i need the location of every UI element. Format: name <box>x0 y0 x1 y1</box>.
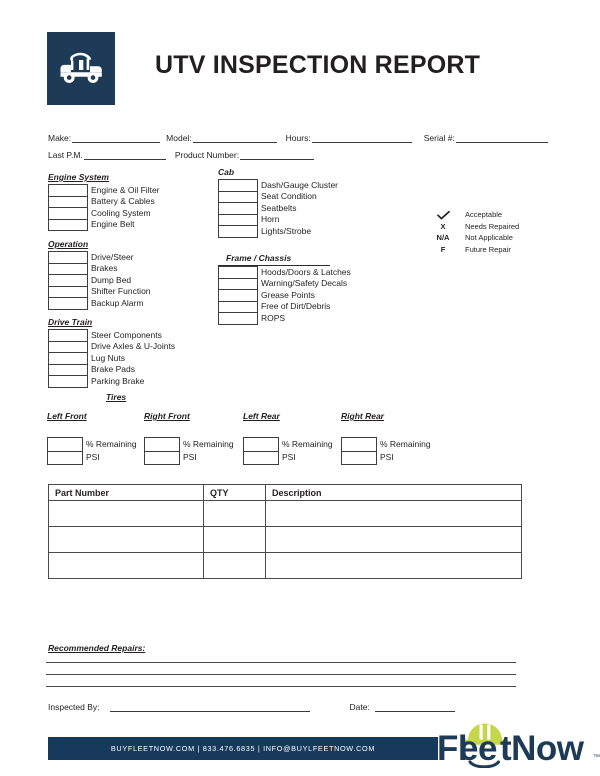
tire-rr-psi-input[interactable] <box>342 451 377 465</box>
checkbox-dash-gauge-cluster[interactable] <box>219 180 258 192</box>
checklist-label: Lug Nuts <box>91 352 126 363</box>
header-fields-row-2 <box>48 150 314 160</box>
model-label: Model: <box>166 133 192 143</box>
tire-table <box>47 437 139 465</box>
inspected-by-input[interactable] <box>110 702 310 712</box>
utv-logo-box <box>47 32 115 105</box>
f-symbol: F <box>440 244 446 254</box>
checklist-label: Seat Condition <box>261 191 317 202</box>
frame-chassis-checklist <box>218 266 352 325</box>
tire-row <box>342 438 433 452</box>
checkbox-steer-components[interactable] <box>49 330 88 342</box>
cell-description[interactable] <box>266 527 522 553</box>
checkbox-hoods-doors-latches[interactable] <box>219 267 258 279</box>
tire-table <box>144 437 236 465</box>
cell-part-number[interactable] <box>49 501 204 527</box>
legend-label: Future Repair <box>465 244 511 254</box>
checklist-row <box>49 298 152 310</box>
model-input[interactable] <box>193 133 277 143</box>
tire-rr-percent-input[interactable] <box>342 438 377 452</box>
column-header-part-number: Part Number <box>49 485 204 501</box>
tire-rf-percent-input[interactable] <box>145 438 180 452</box>
checklist-label: Dump Bed <box>91 274 132 285</box>
checklist-label: Hoods/Doors & Latches <box>261 266 351 277</box>
na-symbol: N/A <box>436 233 450 243</box>
utv-vehicle-icon <box>57 52 105 86</box>
checklist-row <box>219 180 339 192</box>
checkbox-warning-safety-decals[interactable] <box>219 278 258 290</box>
tire-lf-percent-input[interactable] <box>48 438 83 452</box>
frame-chassis-title: Frame / Chassis <box>226 253 292 263</box>
fleetnow-logo <box>437 718 600 768</box>
hours-label: Hours: <box>285 133 311 143</box>
checklist-label: Backup Alarm <box>91 297 144 308</box>
tire-row-label: % Remaining <box>86 438 137 449</box>
trademark-symbol: ™ <box>593 754 600 761</box>
make-input[interactable] <box>72 133 160 143</box>
tire-group-right-front <box>144 411 236 465</box>
section-engine-system <box>48 172 161 231</box>
cell-part-number[interactable] <box>49 553 204 579</box>
checkbox-dump-bed[interactable] <box>49 275 88 287</box>
tire-row <box>244 451 335 465</box>
legend-label: Acceptable <box>465 210 503 220</box>
tire-row-label: PSI <box>380 452 394 462</box>
checkbox-parking-brake[interactable] <box>49 376 88 388</box>
tire-row <box>145 451 236 465</box>
tire-rf-psi-input[interactable] <box>145 451 180 465</box>
recommended-repairs-title: Recommended Repairs: <box>48 643 146 653</box>
make-label: Make: <box>48 133 72 143</box>
checkbox-seatbelts[interactable] <box>219 203 258 215</box>
checklist-label: Steer Components <box>91 329 162 340</box>
last-pm-input[interactable] <box>84 150 166 160</box>
checklist-row <box>49 185 161 197</box>
checkbox-brakes[interactable] <box>49 263 88 275</box>
checkbox-shifter-function[interactable] <box>49 286 88 298</box>
checklist-label: Dash/Gauge Cluster <box>261 179 339 190</box>
checklist-label: Shifter Function <box>91 286 151 297</box>
checklist-label: Battery & Cables <box>91 196 155 207</box>
tire-row-label: PSI <box>183 452 197 462</box>
checklist-row <box>219 226 339 238</box>
checkbox-rops[interactable] <box>219 313 258 325</box>
checklist-label: Seatbelts <box>261 202 297 213</box>
date-label: Date: <box>349 702 370 712</box>
tire-row-label: % Remaining <box>183 438 234 449</box>
legend-row-future-repair <box>430 244 519 256</box>
checkbox-brake-pads[interactable] <box>49 364 88 376</box>
checklist-row <box>49 219 161 231</box>
cell-part-number[interactable] <box>49 527 204 553</box>
recommended-repairs-line-1[interactable] <box>46 662 516 663</box>
legend-row-needs-repaired <box>430 221 519 233</box>
checkmark-icon <box>430 210 456 220</box>
product-number-label: Product Number: <box>174 150 240 160</box>
checklist-row <box>219 278 352 290</box>
table-row <box>49 553 522 579</box>
checklist-label: Engine Belt <box>91 219 135 230</box>
checklist-row <box>219 214 339 226</box>
tire-group-left-rear <box>243 411 335 465</box>
svg-text:tNow: tNow <box>500 729 584 768</box>
legend-label: Needs Repaired <box>465 221 520 231</box>
tire-group-heading: Right Front <box>144 411 190 421</box>
checklist-row <box>49 286 152 298</box>
tire-lr-percent-input[interactable] <box>244 438 279 452</box>
signature-row <box>48 702 508 712</box>
checklist-label: Free of Dirt/Debris <box>261 301 331 312</box>
last-pm-label: Last P.M. <box>48 150 83 160</box>
checklist-row <box>219 290 352 302</box>
svg-text:Fl: Fl <box>437 729 468 768</box>
checklist-row <box>49 263 152 275</box>
checkbox-seat-condition[interactable] <box>219 191 258 203</box>
checkbox-drive-steer[interactable] <box>49 252 88 264</box>
checklist-label: Warning/Safety Decals <box>261 278 348 289</box>
serial-input[interactable] <box>456 133 548 143</box>
page-title: UTV INSPECTION REPORT <box>155 51 481 79</box>
checklist-label: ROPS <box>261 312 286 323</box>
section-drive-train <box>48 317 176 388</box>
checklist-row <box>49 208 161 220</box>
checkbox-engine-belt[interactable] <box>49 219 88 231</box>
legend-label: Not Applicable <box>465 233 513 243</box>
tire-lr-psi-input[interactable] <box>244 451 279 465</box>
checklist-row <box>49 376 176 388</box>
footer-contact-text: BUYFLEETNOW.COM | 833.476.6835 | INFO@BUYLFEETNOW.COM <box>110 744 376 753</box>
checkbox-free-of-dirt-debris[interactable] <box>219 301 258 313</box>
checklist-label: Horn <box>261 214 280 225</box>
cell-qty[interactable] <box>204 501 266 527</box>
checklist-label: Cooling System <box>91 207 151 218</box>
tire-group-heading: Left Rear <box>243 411 280 421</box>
drive-train-checklist <box>48 329 176 388</box>
checklist-row <box>49 252 152 264</box>
operation-checklist <box>48 251 152 310</box>
checklist-label: Drive/Steer <box>91 251 134 262</box>
checkbox-cooling-system[interactable] <box>49 208 88 220</box>
cell-description[interactable] <box>266 501 522 527</box>
checkbox-horn[interactable] <box>219 214 258 226</box>
checklist-label: Parking Brake <box>91 375 145 386</box>
tire-row <box>342 451 433 465</box>
parts-table <box>48 484 522 579</box>
engine-system-checklist <box>48 184 161 231</box>
tire-row-label: % Remaining <box>380 438 431 449</box>
tire-row-label: PSI <box>86 452 100 462</box>
tire-table <box>243 437 335 465</box>
tire-row <box>244 438 335 452</box>
tire-row <box>48 451 139 465</box>
section-frame-chassis <box>218 253 352 325</box>
checklist-label: Grease Points <box>261 289 315 300</box>
parts-table-header-row <box>49 485 522 501</box>
checkbox-drive-axles-u-joints[interactable] <box>49 341 88 353</box>
checkbox-lug-nuts[interactable] <box>49 353 88 365</box>
tire-row <box>48 438 139 452</box>
tires-section-title: Tires <box>106 392 127 402</box>
checklist-row <box>49 275 152 287</box>
operation-title: Operation <box>48 239 89 249</box>
cell-qty[interactable] <box>204 527 266 553</box>
checklist-row <box>49 341 176 353</box>
section-cab <box>218 167 339 238</box>
checklist-row <box>219 267 352 279</box>
section-operation <box>48 239 152 310</box>
checklist-label: Drive Axles & U-Joints <box>91 341 176 352</box>
table-row <box>49 501 522 527</box>
checkbox-grease-points[interactable] <box>219 290 258 302</box>
column-header-qty: QTY <box>204 485 266 501</box>
header-fields-row-1 <box>48 133 548 143</box>
product-number-input[interactable] <box>240 150 314 160</box>
inspected-by-label: Inspected By: <box>48 702 100 712</box>
checklist-label: Engine & Oil Filter <box>91 184 160 195</box>
checklist-row <box>219 191 339 203</box>
serial-label: Serial #: <box>423 133 455 143</box>
column-header-description: Description <box>266 485 522 501</box>
checkbox-engine-oil-filter[interactable] <box>49 185 88 197</box>
checklist-row <box>219 301 352 313</box>
engine-system-title: Engine System <box>48 172 109 182</box>
legend-row-acceptable <box>430 209 519 221</box>
legend-row-not-applicable <box>430 232 519 244</box>
checklist-row <box>49 196 161 208</box>
cell-description[interactable] <box>266 553 522 579</box>
checklist-row <box>49 353 176 365</box>
tire-row-label: PSI <box>282 452 296 462</box>
checklist-row <box>219 203 339 215</box>
tire-lf-psi-input[interactable] <box>48 451 83 465</box>
x-symbol: X <box>440 221 446 231</box>
cell-qty[interactable] <box>204 553 266 579</box>
checkbox-lights-strobe[interactable] <box>219 226 258 238</box>
fleetnow-logo-svg <box>437 718 600 768</box>
checklist-label: Lights/Strobe <box>261 225 312 236</box>
checklist-label: Brake Pads <box>91 364 135 375</box>
tire-row <box>145 438 236 452</box>
tire-group-heading: Left Front <box>47 411 87 421</box>
cab-title: Cab <box>218 167 235 177</box>
checklist-row <box>49 330 176 342</box>
legend <box>430 209 519 255</box>
date-input[interactable] <box>375 702 455 712</box>
hours-input[interactable] <box>312 133 412 143</box>
footer-bar <box>48 737 438 760</box>
checklist-row <box>49 364 176 376</box>
checklist-label: Brakes <box>91 263 118 274</box>
tire-table <box>341 437 433 465</box>
drive-train-title: Drive Train <box>48 317 93 327</box>
tire-group-heading: Right Rear <box>341 411 384 421</box>
tire-group-left-front <box>47 411 139 465</box>
recommended-repairs-line-2[interactable] <box>46 674 516 675</box>
checklist-row <box>219 313 352 325</box>
tire-row-label: % Remaining <box>282 438 333 449</box>
checkbox-backup-alarm[interactable] <box>49 298 88 310</box>
cab-checklist <box>218 179 339 238</box>
recommended-repairs-line-3[interactable] <box>46 686 516 687</box>
svg-text:ee: ee <box>459 729 497 768</box>
checkbox-battery-cables[interactable] <box>49 196 88 208</box>
tire-group-right-rear <box>341 411 433 465</box>
table-row <box>49 527 522 553</box>
